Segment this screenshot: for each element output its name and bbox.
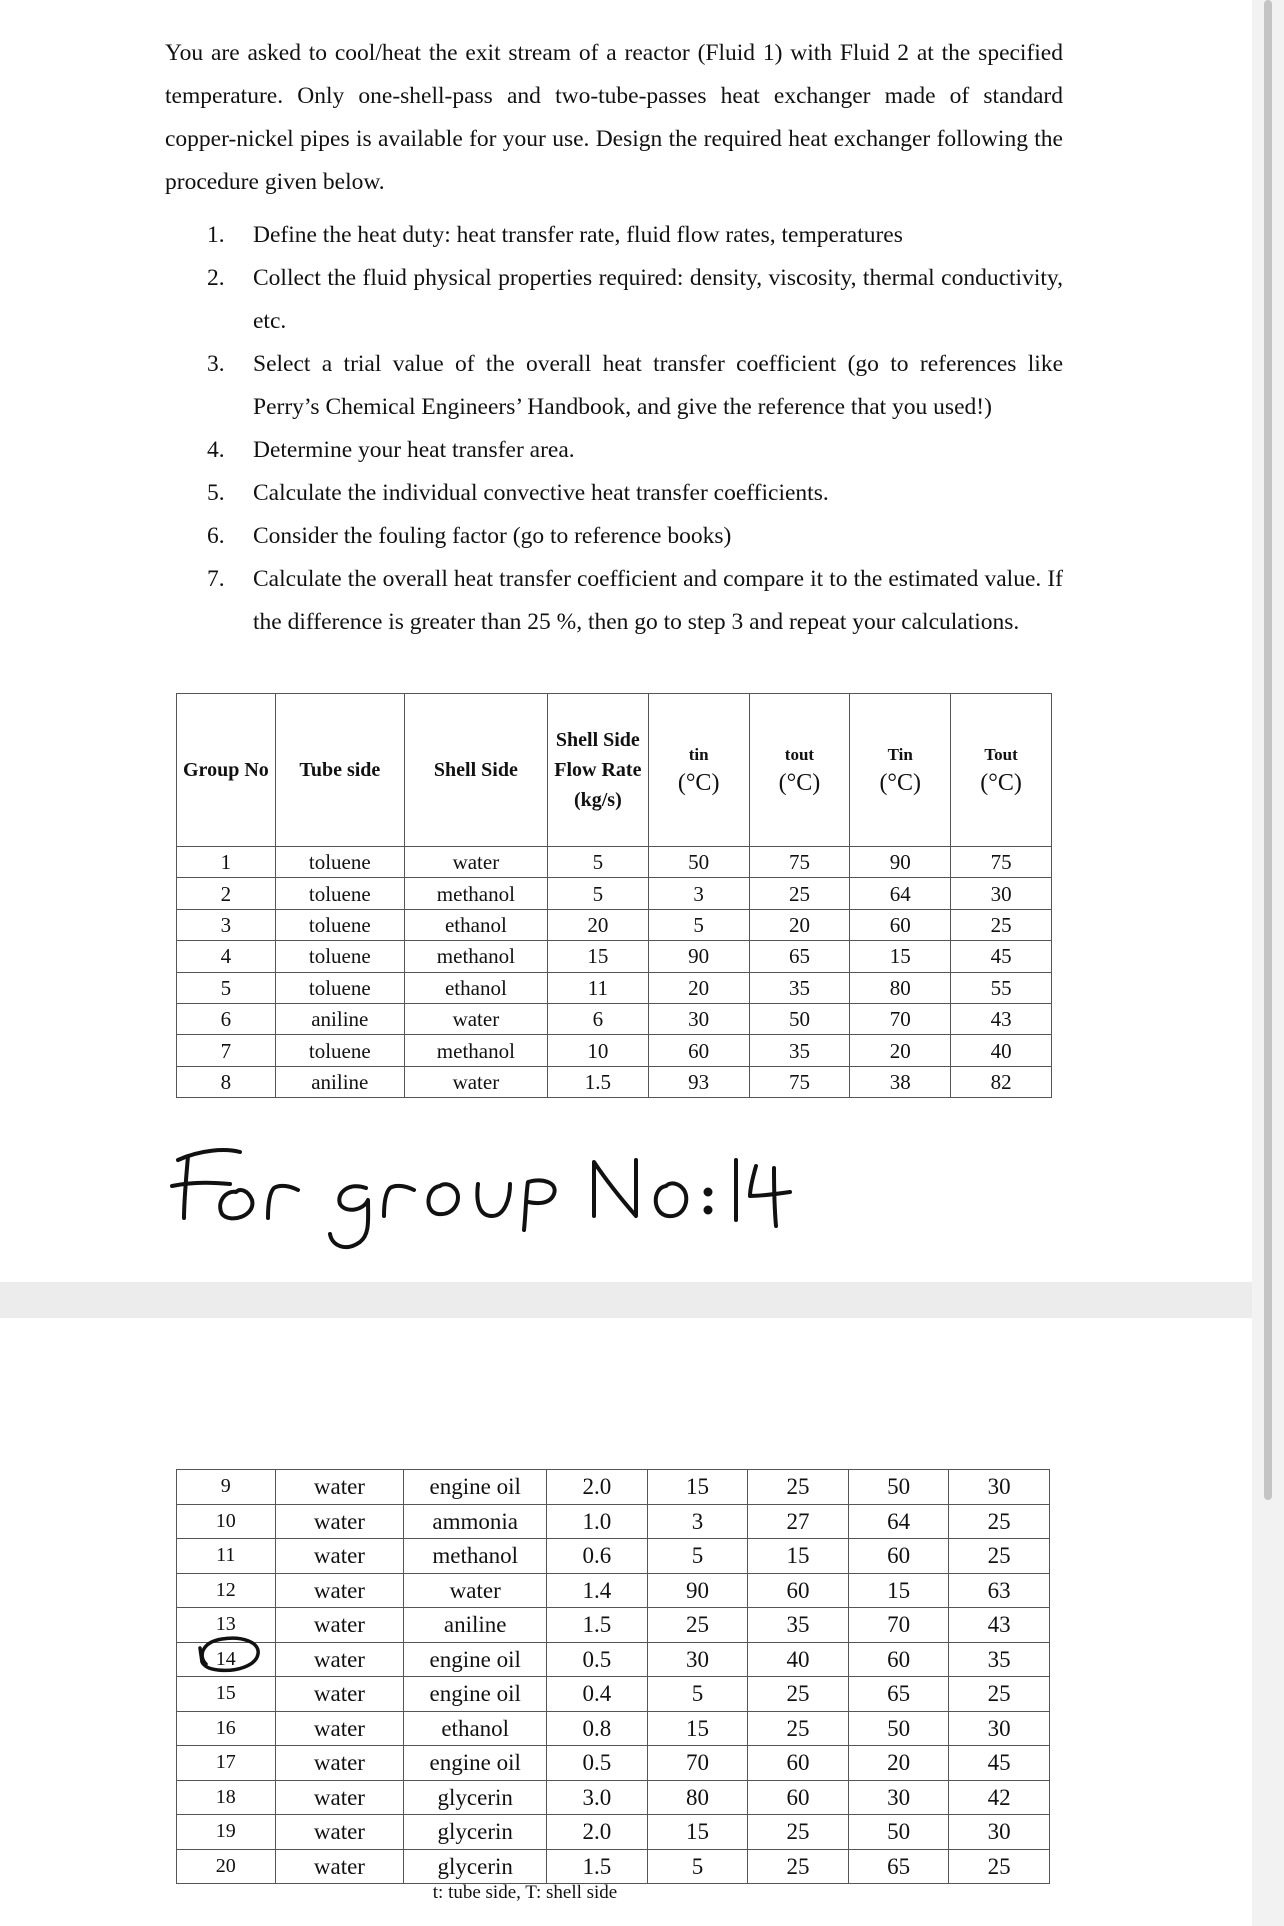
cell-shell-side-fluid: methanol [404, 1539, 547, 1574]
cell-group-no: 8 [177, 1066, 276, 1097]
cell-t-in: 60 [648, 1035, 749, 1066]
cell-t-out: 35 [749, 972, 850, 1003]
header-tube-side: Tube side [275, 694, 404, 847]
cell-t-out: 75 [749, 847, 850, 878]
procedure-steps-list [207, 214, 1063, 644]
page-gap [0, 1282, 1252, 1318]
cell-tube-side-fluid: toluene [275, 941, 404, 972]
cell-tube-side-fluid: toluene [275, 1035, 404, 1066]
step-text: Collect the fluid physical properties required: density, viscosity, thermal conductivity, etc. [253, 265, 1063, 334]
cell-shell-side-fluid: water [404, 1573, 547, 1608]
header-t-in [648, 694, 749, 847]
cell-group-no: 20 [177, 1849, 276, 1884]
step-text: Determine your heat transfer area. [253, 437, 575, 463]
intro-paragraph: You are asked to cool/heat the exit stream of a reactor (Fluid 1) with Fluid 2 at the specified temperature. Only one-shell-pass and two-tube-passes heat exchanger made of standard copper-nickel pipes is available for your use. Design the required heat exchanger following the procedure given below. [165, 39, 1063, 195]
table-row [177, 1608, 1050, 1643]
table-row [177, 847, 1052, 878]
step-text: Calculate the individual convective heat transfer coefficients. [253, 480, 829, 506]
cell-T-out: 30 [951, 878, 1052, 909]
cell-tube-side-fluid: water [275, 1780, 404, 1815]
cell-T-in: 64 [848, 1504, 949, 1539]
cell-t-out: 15 [748, 1539, 849, 1574]
cell-shell-side-fluid: ethanol [404, 1711, 547, 1746]
step-number: 2. [207, 265, 225, 291]
cell-tube-side-fluid: water [275, 1642, 404, 1677]
cell-shell-side-fluid: water [404, 1003, 547, 1034]
cell-group-no: 16 [177, 1711, 276, 1746]
cell-tube-side-fluid: water [275, 1539, 404, 1574]
cell-T-in: 15 [848, 1573, 949, 1608]
cell-tube-side-fluid: toluene [275, 909, 404, 940]
step-number: 7. [207, 566, 225, 592]
cell-t-in: 15 [647, 1470, 748, 1505]
cell-t-out: 25 [748, 1815, 849, 1850]
cell-T-in: 50 [848, 1815, 949, 1850]
cell-t-in: 30 [648, 1003, 749, 1034]
cell-t-in: 15 [647, 1815, 748, 1850]
cell-tube-side-fluid: water [275, 1573, 404, 1608]
cell-flow-rate: 0.5 [547, 1746, 648, 1781]
cell-group-no: 7 [177, 1035, 276, 1066]
cell-shell-side-fluid: glycerin [404, 1849, 547, 1884]
cell-t-out: 50 [749, 1003, 850, 1034]
cell-t-in: 80 [647, 1780, 748, 1815]
header-t-in-unit: (°C) [677, 770, 720, 796]
cell-t-in: 50 [648, 847, 749, 878]
table-row [177, 1470, 1050, 1505]
cell-T-out: 45 [951, 941, 1052, 972]
cell-T-out: 42 [949, 1780, 1050, 1815]
cell-tube-side-fluid: water [275, 1815, 404, 1850]
cell-group-no: 19 [177, 1815, 276, 1850]
cell-shell-side-fluid: ethanol [404, 972, 547, 1003]
cell-t-in: 25 [647, 1608, 748, 1643]
header-T-out [951, 694, 1052, 847]
header-group-no: Group No [177, 694, 276, 847]
cell-group-no: 11 [177, 1539, 276, 1574]
cell-shell-side-fluid: methanol [404, 941, 547, 972]
cell-T-in: 20 [848, 1746, 949, 1781]
cell-tube-side-fluid: water [275, 1608, 404, 1643]
table-row [177, 909, 1052, 940]
cell-flow-rate: 5 [547, 847, 648, 878]
cell-T-in: 15 [850, 941, 951, 972]
cell-t-in: 90 [647, 1573, 748, 1608]
cell-flow-rate: 1.5 [547, 1066, 648, 1097]
cell-T-in: 30 [848, 1780, 949, 1815]
cell-flow-rate: 10 [547, 1035, 648, 1066]
cell-t-in: 90 [648, 941, 749, 972]
cell-T-in: 50 [848, 1470, 949, 1505]
cell-t-in: 93 [648, 1066, 749, 1097]
procedure-step [207, 214, 1063, 257]
cell-T-out: 30 [949, 1711, 1050, 1746]
step-number: 6. [207, 523, 225, 549]
cell-T-out: 25 [949, 1504, 1050, 1539]
cell-T-out: 25 [949, 1539, 1050, 1574]
cell-tube-side-fluid: aniline [275, 1066, 404, 1097]
cell-t-out: 35 [748, 1608, 849, 1643]
cell-group-no: 5 [177, 972, 276, 1003]
cell-flow-rate: 11 [547, 972, 648, 1003]
handwritten-note [176, 1138, 759, 1206]
cell-group-no: 3 [177, 909, 276, 940]
cell-T-out: 30 [949, 1815, 1050, 1850]
table-row [177, 1780, 1050, 1815]
cell-tube-side-fluid: water [275, 1470, 404, 1505]
cell-t-out: 20 [749, 909, 850, 940]
cell-tube-side-fluid: water [275, 1746, 404, 1781]
cell-group-no: 1 [177, 847, 276, 878]
cell-t-in: 5 [647, 1677, 748, 1712]
cell-shell-side-fluid: engine oil [404, 1746, 547, 1781]
procedure-step [207, 515, 1063, 558]
cell-shell-side-fluid: water [404, 1066, 547, 1097]
cell-t-in: 5 [647, 1849, 748, 1884]
cell-shell-side-fluid: ammonia [404, 1504, 547, 1539]
cell-group-no: 4 [177, 941, 276, 972]
cell-flow-rate: 6 [547, 1003, 648, 1034]
cell-tube-side-fluid: water [275, 1849, 404, 1884]
cell-T-out: 30 [949, 1470, 1050, 1505]
fluid-groups-table-part-1 [176, 693, 1052, 1098]
cell-flow-rate: 1.5 [547, 1849, 648, 1884]
table-row [177, 1066, 1052, 1097]
cell-flow-rate: 15 [547, 941, 648, 972]
cell-shell-side-fluid: glycerin [404, 1815, 547, 1850]
cell-flow-rate: 2.0 [547, 1815, 648, 1850]
cell-T-out: 45 [949, 1746, 1050, 1781]
procedure-step [207, 257, 1063, 343]
step-number: 4. [207, 437, 225, 463]
cell-T-out: 43 [951, 1003, 1052, 1034]
cell-shell-side-fluid: aniline [404, 1608, 547, 1643]
header-shell-side: Shell Side [404, 694, 547, 847]
cell-flow-rate: 1.0 [547, 1504, 648, 1539]
cell-t-in: 3 [648, 878, 749, 909]
cell-T-out: 63 [949, 1573, 1050, 1608]
step-number: 3. [207, 351, 225, 377]
step-text: Select a trial value of the overall heat transfer coefficient (go to references like Perry’s Chemical Engineers’ Handbook, and give the reference that you used!) [253, 351, 1063, 420]
cell-t-out: 60 [748, 1573, 849, 1608]
cell-shell-side-fluid: ethanol [404, 909, 547, 940]
cell-T-in: 90 [850, 847, 951, 878]
header-t-out [749, 694, 850, 847]
cell-t-out: 25 [748, 1849, 849, 1884]
header-T-in-label: Tin [887, 745, 913, 764]
cell-t-in: 15 [647, 1711, 748, 1746]
cell-flow-rate: 0.6 [547, 1539, 648, 1574]
step-text: Consider the fouling factor (go to reference books) [253, 523, 732, 549]
table-row [177, 1746, 1050, 1781]
cell-T-out: 35 [949, 1642, 1050, 1677]
cell-shell-side-fluid: water [404, 847, 547, 878]
step-text: Define the heat duty: heat transfer rate, fluid flow rates, temperatures [253, 222, 903, 248]
cell-t-in: 20 [648, 972, 749, 1003]
table-row [177, 1849, 1050, 1884]
cell-T-out: 75 [951, 847, 1052, 878]
cell-T-in: 60 [850, 909, 951, 940]
cell-T-in: 70 [848, 1608, 949, 1643]
cell-shell-side-fluid: engine oil [404, 1642, 547, 1677]
header-flow-rate: Shell Side Flow Rate (kg/s) [547, 694, 648, 847]
fluid-groups-table-part-2 [176, 1469, 1050, 1884]
cell-T-in: 38 [850, 1066, 951, 1097]
cell-t-out: 75 [749, 1066, 850, 1097]
cell-group-no: 14 [177, 1642, 276, 1677]
header-t-out-unit: (°C) [778, 770, 821, 796]
table-row [177, 1677, 1050, 1712]
table-row [177, 1539, 1050, 1574]
cell-flow-rate: 5 [547, 878, 648, 909]
table-row [177, 1815, 1050, 1850]
cell-tube-side-fluid: aniline [275, 1003, 404, 1034]
cell-tube-side-fluid: toluene [275, 847, 404, 878]
cell-t-out: 25 [748, 1677, 849, 1712]
step-number: 1. [207, 222, 225, 248]
cell-group-no: 10 [177, 1504, 276, 1539]
header-T-in [850, 694, 951, 847]
table-row [177, 1035, 1052, 1066]
cell-group-no: 15 [177, 1677, 276, 1712]
cell-t-out: 60 [748, 1780, 849, 1815]
cell-T-in: 50 [848, 1711, 949, 1746]
procedure-step [207, 472, 1063, 515]
cell-T-in: 60 [848, 1642, 949, 1677]
cell-tube-side-fluid: water [275, 1711, 404, 1746]
cell-t-in: 5 [648, 909, 749, 940]
cell-t-out: 35 [749, 1035, 850, 1066]
cell-T-out: 25 [949, 1677, 1050, 1712]
cell-t-out: 60 [748, 1746, 849, 1781]
cell-tube-side-fluid: toluene [275, 878, 404, 909]
cell-flow-rate: 0.4 [547, 1677, 648, 1712]
table-row [177, 972, 1052, 1003]
cell-T-in: 64 [850, 878, 951, 909]
cell-t-out: 25 [749, 878, 850, 909]
cell-flow-rate: 0.5 [547, 1642, 648, 1677]
cell-group-no: 2 [177, 878, 276, 909]
circled-group-14-mark [196, 1634, 264, 1674]
header-t-out-label: tout [784, 745, 815, 764]
scrollbar-thumb[interactable] [1264, 0, 1272, 1500]
table-row [177, 1504, 1050, 1539]
cell-T-in: 70 [850, 1003, 951, 1034]
header-T-in-unit: (°C) [879, 770, 922, 796]
cell-T-out: 82 [951, 1066, 1052, 1097]
table-row [177, 941, 1052, 972]
cell-T-in: 65 [848, 1849, 949, 1884]
cell-group-no: 13 [177, 1608, 276, 1643]
cell-t-out: 65 [749, 941, 850, 972]
cell-t-out: 25 [748, 1711, 849, 1746]
cell-tube-side-fluid: water [275, 1504, 404, 1539]
table-row [177, 1573, 1050, 1608]
cell-group-no: 6 [177, 1003, 276, 1034]
table-row [177, 878, 1052, 909]
header-T-out-unit: (°C) [980, 770, 1022, 796]
step-number: 5. [207, 480, 225, 506]
cell-T-out: 55 [951, 972, 1052, 1003]
cell-group-no: 12 [177, 1573, 276, 1608]
table-row [177, 1711, 1050, 1746]
procedure-step [207, 558, 1063, 644]
procedure-step [207, 343, 1063, 429]
cell-group-no: 18 [177, 1780, 276, 1815]
cell-flow-rate: 3.0 [547, 1780, 648, 1815]
cell-t-in: 30 [647, 1642, 748, 1677]
header-T-out-label: Tout [984, 745, 1018, 764]
cell-t-out: 27 [748, 1504, 849, 1539]
cell-t-in: 70 [647, 1746, 748, 1781]
cell-shell-side-fluid: methanol [404, 878, 547, 909]
cell-T-in: 65 [848, 1677, 949, 1712]
cell-T-out: 25 [951, 909, 1052, 940]
cell-shell-side-fluid: glycerin [404, 1780, 547, 1815]
cell-shell-side-fluid: engine oil [404, 1677, 547, 1712]
table-row [177, 1003, 1052, 1034]
table-caption: t: tube side, T: shell side [432, 1882, 618, 1903]
table-row [177, 1642, 1050, 1677]
cell-T-out: 25 [949, 1849, 1050, 1884]
step-text: Calculate the overall heat transfer coefficient and compare it to the estimated value. If the difference is greater than 25 %, then go to step 3 and repeat your calculations. [253, 566, 1063, 635]
cell-t-in: 3 [647, 1504, 748, 1539]
cell-flow-rate: 20 [547, 909, 648, 940]
cell-group-no: 17 [177, 1746, 276, 1781]
cell-tube-side-fluid: water [275, 1677, 404, 1712]
cell-shell-side-fluid: methanol [404, 1035, 547, 1066]
cell-t-out: 40 [748, 1642, 849, 1677]
cell-flow-rate: 1.5 [547, 1608, 648, 1643]
cell-t-out: 25 [748, 1470, 849, 1505]
cell-t-in: 5 [647, 1539, 748, 1574]
cell-shell-side-fluid: engine oil [404, 1470, 547, 1505]
cell-flow-rate: 0.8 [547, 1711, 648, 1746]
header-t-in-label: tin [688, 745, 709, 764]
cell-T-in: 60 [848, 1539, 949, 1574]
cell-group-no: 9 [177, 1470, 276, 1505]
cell-T-out: 43 [949, 1608, 1050, 1643]
cell-T-in: 20 [850, 1035, 951, 1066]
cell-tube-side-fluid: toluene [275, 972, 404, 1003]
cell-T-out: 40 [951, 1035, 1052, 1066]
cell-flow-rate: 2.0 [547, 1470, 648, 1505]
cell-T-in: 80 [850, 972, 951, 1003]
cell-flow-rate: 1.4 [547, 1573, 648, 1608]
table-header-row [177, 694, 1052, 847]
procedure-step [207, 429, 1063, 472]
